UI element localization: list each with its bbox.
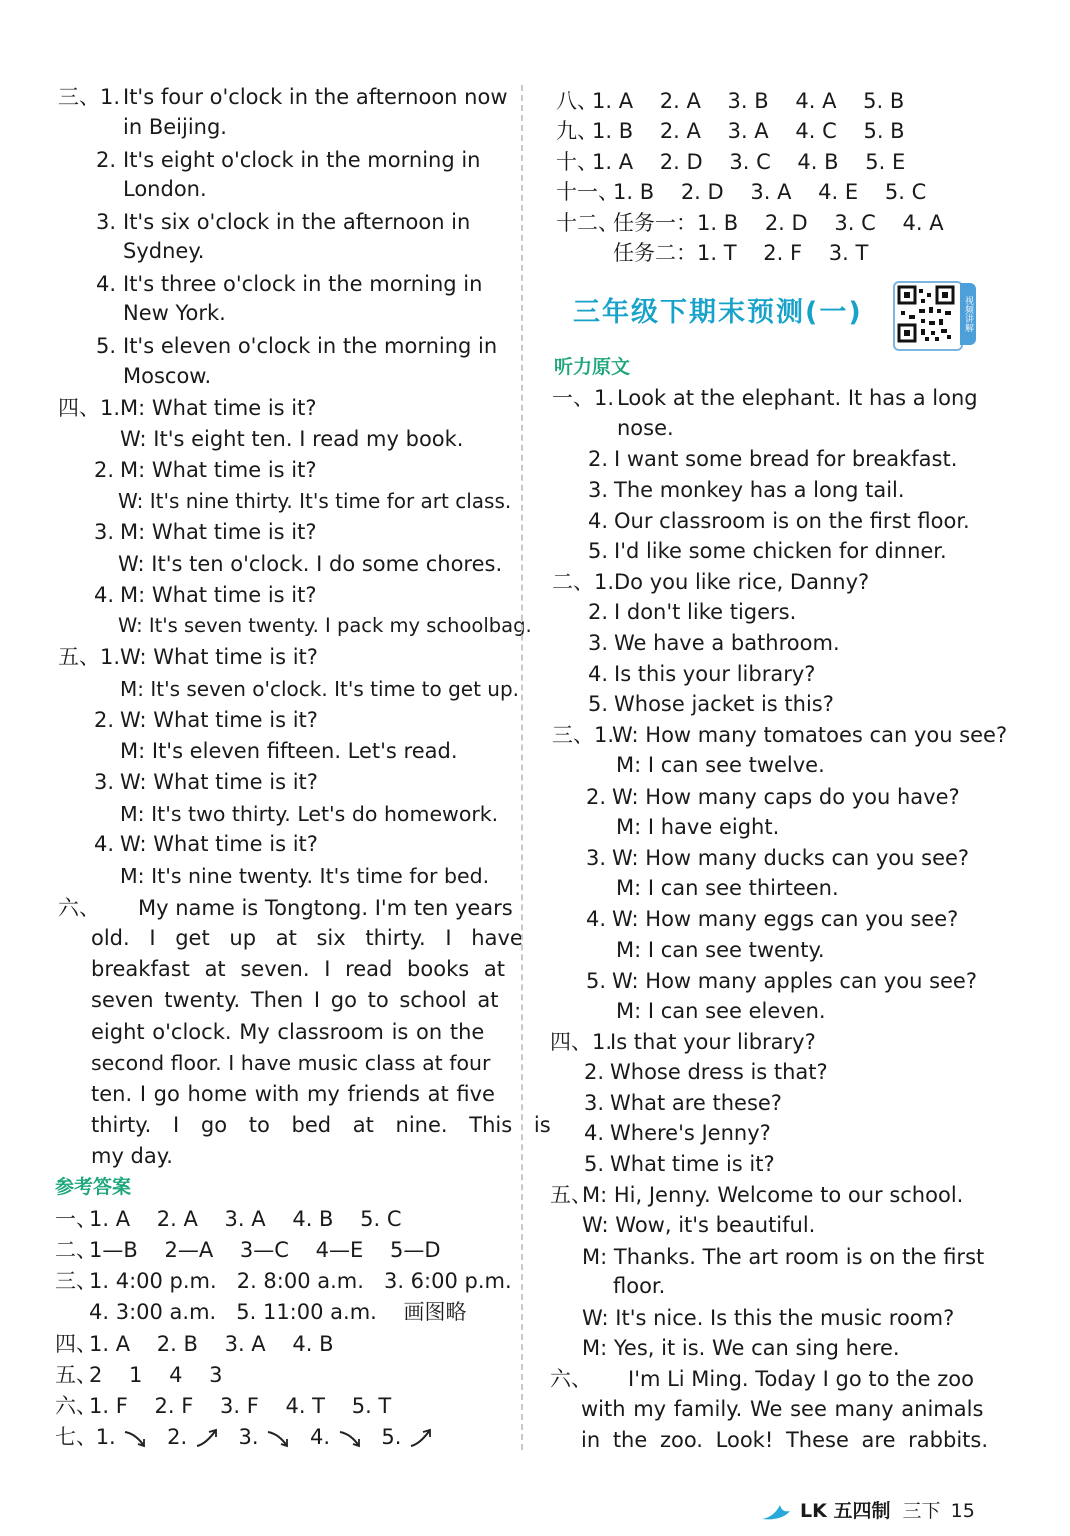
bird-logo-icon: [760, 1501, 794, 1523]
text-line: 5. I'd like some chicken for dinner.: [588, 539, 947, 563]
text-line: ten. I go home with my friends at five: [91, 1082, 495, 1106]
text-line: M: I can see eleven.: [616, 999, 826, 1023]
text-line: M: It's eleven fifteen. Let's read.: [120, 739, 458, 763]
falling-intonation-icon: [122, 1426, 148, 1450]
text-line: 3. The monkey has a long tail.: [588, 478, 905, 502]
text-line: 4. Where's Jenny?: [584, 1121, 771, 1145]
text-line: W: It's eight ten. I read my book.: [120, 427, 464, 451]
text-line: eight o'clock. My classroom is on the: [91, 1020, 485, 1044]
answer-line: 十二、任务一：1. B 2. D 3. C 4. A: [556, 211, 944, 235]
text-line: 3. W: How many ducks can you see?: [586, 846, 970, 870]
text-line: floor.: [613, 1274, 666, 1298]
text-line: 3. It's six o'clock in the afternoon in: [96, 210, 471, 234]
text-line: 五、M: Hi, Jenny. Welcome to our school.: [550, 1183, 964, 1207]
text-line: seven twenty. Then I go to school at: [91, 988, 499, 1012]
text-line: W: It's nice. Is this the music room?: [582, 1306, 955, 1330]
text-line: 2. I don't like tigers.: [588, 600, 797, 624]
grade-label: 三下: [902, 1500, 941, 1522]
answer-line: 任务二：1. T 2. F 3. T: [613, 241, 869, 265]
listening-heading: 听力原文: [554, 356, 631, 378]
text-line: M: It's two thirty. Let's do homework.: [120, 802, 499, 826]
text-line: Sydney.: [123, 239, 205, 263]
text-line: M: I can see twenty.: [616, 938, 825, 962]
text-line: W: It's nine thirty. It's time for art class.: [118, 489, 512, 513]
text-line: M: I can see thirteen.: [616, 876, 839, 900]
text-line: M: Yes, it is. We can sing here.: [582, 1336, 900, 1360]
answer-line: 六、1. F 2. F 3. F 4. T 5. T: [55, 1394, 392, 1418]
text-line: 五、1.W: What time is it?: [58, 645, 318, 669]
text-line: London.: [123, 177, 207, 201]
answer-line: 一、1. A 2. A 3. A 4. B 5. C: [55, 1207, 402, 1231]
series-label: LK 五四制: [800, 1500, 891, 1522]
falling-intonation-icon: [265, 1426, 291, 1450]
text-line: M: Thanks. The art room is on the first: [582, 1245, 985, 1269]
text-line: 一、1. Look at the elephant. It has a long: [552, 386, 978, 410]
text-line: 2. M: What time is it?: [94, 458, 317, 482]
text-line: M: I can see twelve.: [616, 753, 825, 777]
section-title: 三年级下期末预测(一): [573, 297, 863, 328]
answer-line-intonation: 七、 1. 2. 3. 4. 5.: [55, 1422, 434, 1452]
text-line: M: I have eight.: [616, 815, 780, 839]
text-line: Moscow.: [123, 364, 212, 388]
answer-line: 十、1. A 2. D 3. C 4. B 5. E: [556, 150, 906, 174]
page-footer: [760, 1494, 975, 1528]
text-line: New York.: [123, 301, 226, 325]
text-line: 5. It's eleven o'clock in the morning in: [96, 334, 498, 358]
answer-line: 四、1. A 2. B 3. A 4. B: [55, 1332, 334, 1356]
answer-heading: 参考答案: [55, 1176, 132, 1198]
text-line: 三、1. It's four o'clock in the afternoon now: [58, 85, 508, 109]
text-line: 4. W: How many eggs can you see?: [586, 907, 959, 931]
text-line: 六、 My name is Tongtong. I'm ten years: [58, 896, 513, 920]
text-line: M: It's nine twenty. It's time for bed.: [120, 864, 490, 888]
text-line: W: It's ten o'clock. I do some chores.: [118, 552, 503, 576]
qr-label: 视频讲解: [960, 283, 976, 345]
answer-line: 五、2 1 4 3: [55, 1363, 223, 1387]
item-number: 5.: [381, 1425, 402, 1449]
text-line: 4. It's three o'clock in the morning in: [96, 272, 483, 296]
text-line: W: It's seven twenty. I pack my schoolbag.: [118, 614, 532, 637]
text-line: 3. W: What time is it?: [94, 770, 318, 794]
item-number: 4.: [309, 1425, 330, 1449]
text-line: 三、1.W: How many tomatoes can you see?: [552, 723, 1008, 747]
text-line: 四、1.M: What time is it?: [58, 396, 317, 420]
falling-intonation-icon: [337, 1426, 363, 1450]
answer-line: 九、1. B 2. A 3. A 4. C 5. B: [556, 119, 905, 143]
text-line: thirty. I go to bed at nine. This is: [91, 1113, 551, 1137]
answer-line: 4. 3:00 a.m. 5. 11:00 a.m. 画图略: [89, 1300, 467, 1324]
column-divider: [521, 85, 523, 1450]
text-line: 3. M: What time is it?: [94, 520, 317, 544]
text-line: 3. What are these?: [584, 1091, 782, 1115]
qr-code-icon[interactable]: [893, 281, 963, 351]
answer-line: 三、1. 4:00 p.m. 2. 8:00 a.m. 3. 6:00 p.m.: [55, 1269, 512, 1293]
text-line: 2. W: What time is it?: [94, 708, 318, 732]
text-line: 4. M: What time is it?: [94, 583, 317, 607]
text-line: W: Wow, it's beautiful.: [582, 1213, 816, 1237]
answer-line: 八、1. A 2. A 3. B 4. A 5. B: [556, 89, 905, 113]
text-line: 5. W: How many apples can you see?: [586, 969, 977, 993]
text-line: 4. Is this your library?: [588, 662, 816, 686]
text-line: 2. Whose dress is that?: [584, 1060, 828, 1084]
page-number: 15: [950, 1500, 975, 1522]
text-line: breakfast at seven. I read books at: [91, 957, 505, 981]
answer-line: 二、1—B 2—A 3—C 4—E 5—D: [55, 1238, 441, 1262]
text-line: second floor. I have music class at four: [91, 1051, 491, 1075]
text-line: my day.: [91, 1144, 173, 1168]
answer-line: 十一、1. B 2. D 3. A 4. E 5. C: [556, 180, 927, 204]
text-line: with my family. We see many animals: [581, 1397, 984, 1421]
text-line: 六、 I'm Li Ming. Today I go to the zoo: [550, 1367, 974, 1391]
text-line: 5. Whose jacket is this?: [588, 692, 834, 716]
text-line: 3. We have a bathroom.: [588, 631, 840, 655]
text-line: 四、1.Is that your library?: [550, 1030, 816, 1054]
text-line: 4. W: What time is it?: [94, 832, 318, 856]
rising-intonation-icon: [194, 1426, 220, 1450]
text-line: M: It's seven o'clock. It's time to get up.: [120, 677, 520, 701]
text-line: 2. I want some bread for breakfast.: [588, 447, 958, 471]
item-number: 2.: [167, 1425, 188, 1449]
rising-intonation-icon: [408, 1426, 434, 1450]
text-line: in Beijing.: [123, 115, 227, 139]
text-line: 2. W: How many caps do you have?: [586, 785, 960, 809]
text-line: 4. Our classroom is on the first floor.: [588, 509, 970, 533]
text-line: 5. What time is it?: [584, 1152, 775, 1176]
item-number: 3.: [238, 1425, 259, 1449]
text-line: 2. It's eight o'clock in the morning in: [96, 148, 481, 172]
text-line: old. I get up at six thirty. I have: [91, 926, 523, 950]
text-line: 二、1.Do you like rice, Danny?: [552, 570, 870, 594]
text-line: nose.: [617, 416, 674, 440]
item-number: 1.: [95, 1425, 116, 1449]
text-line: in the zoo. Look! These are rabbits.: [581, 1428, 989, 1452]
